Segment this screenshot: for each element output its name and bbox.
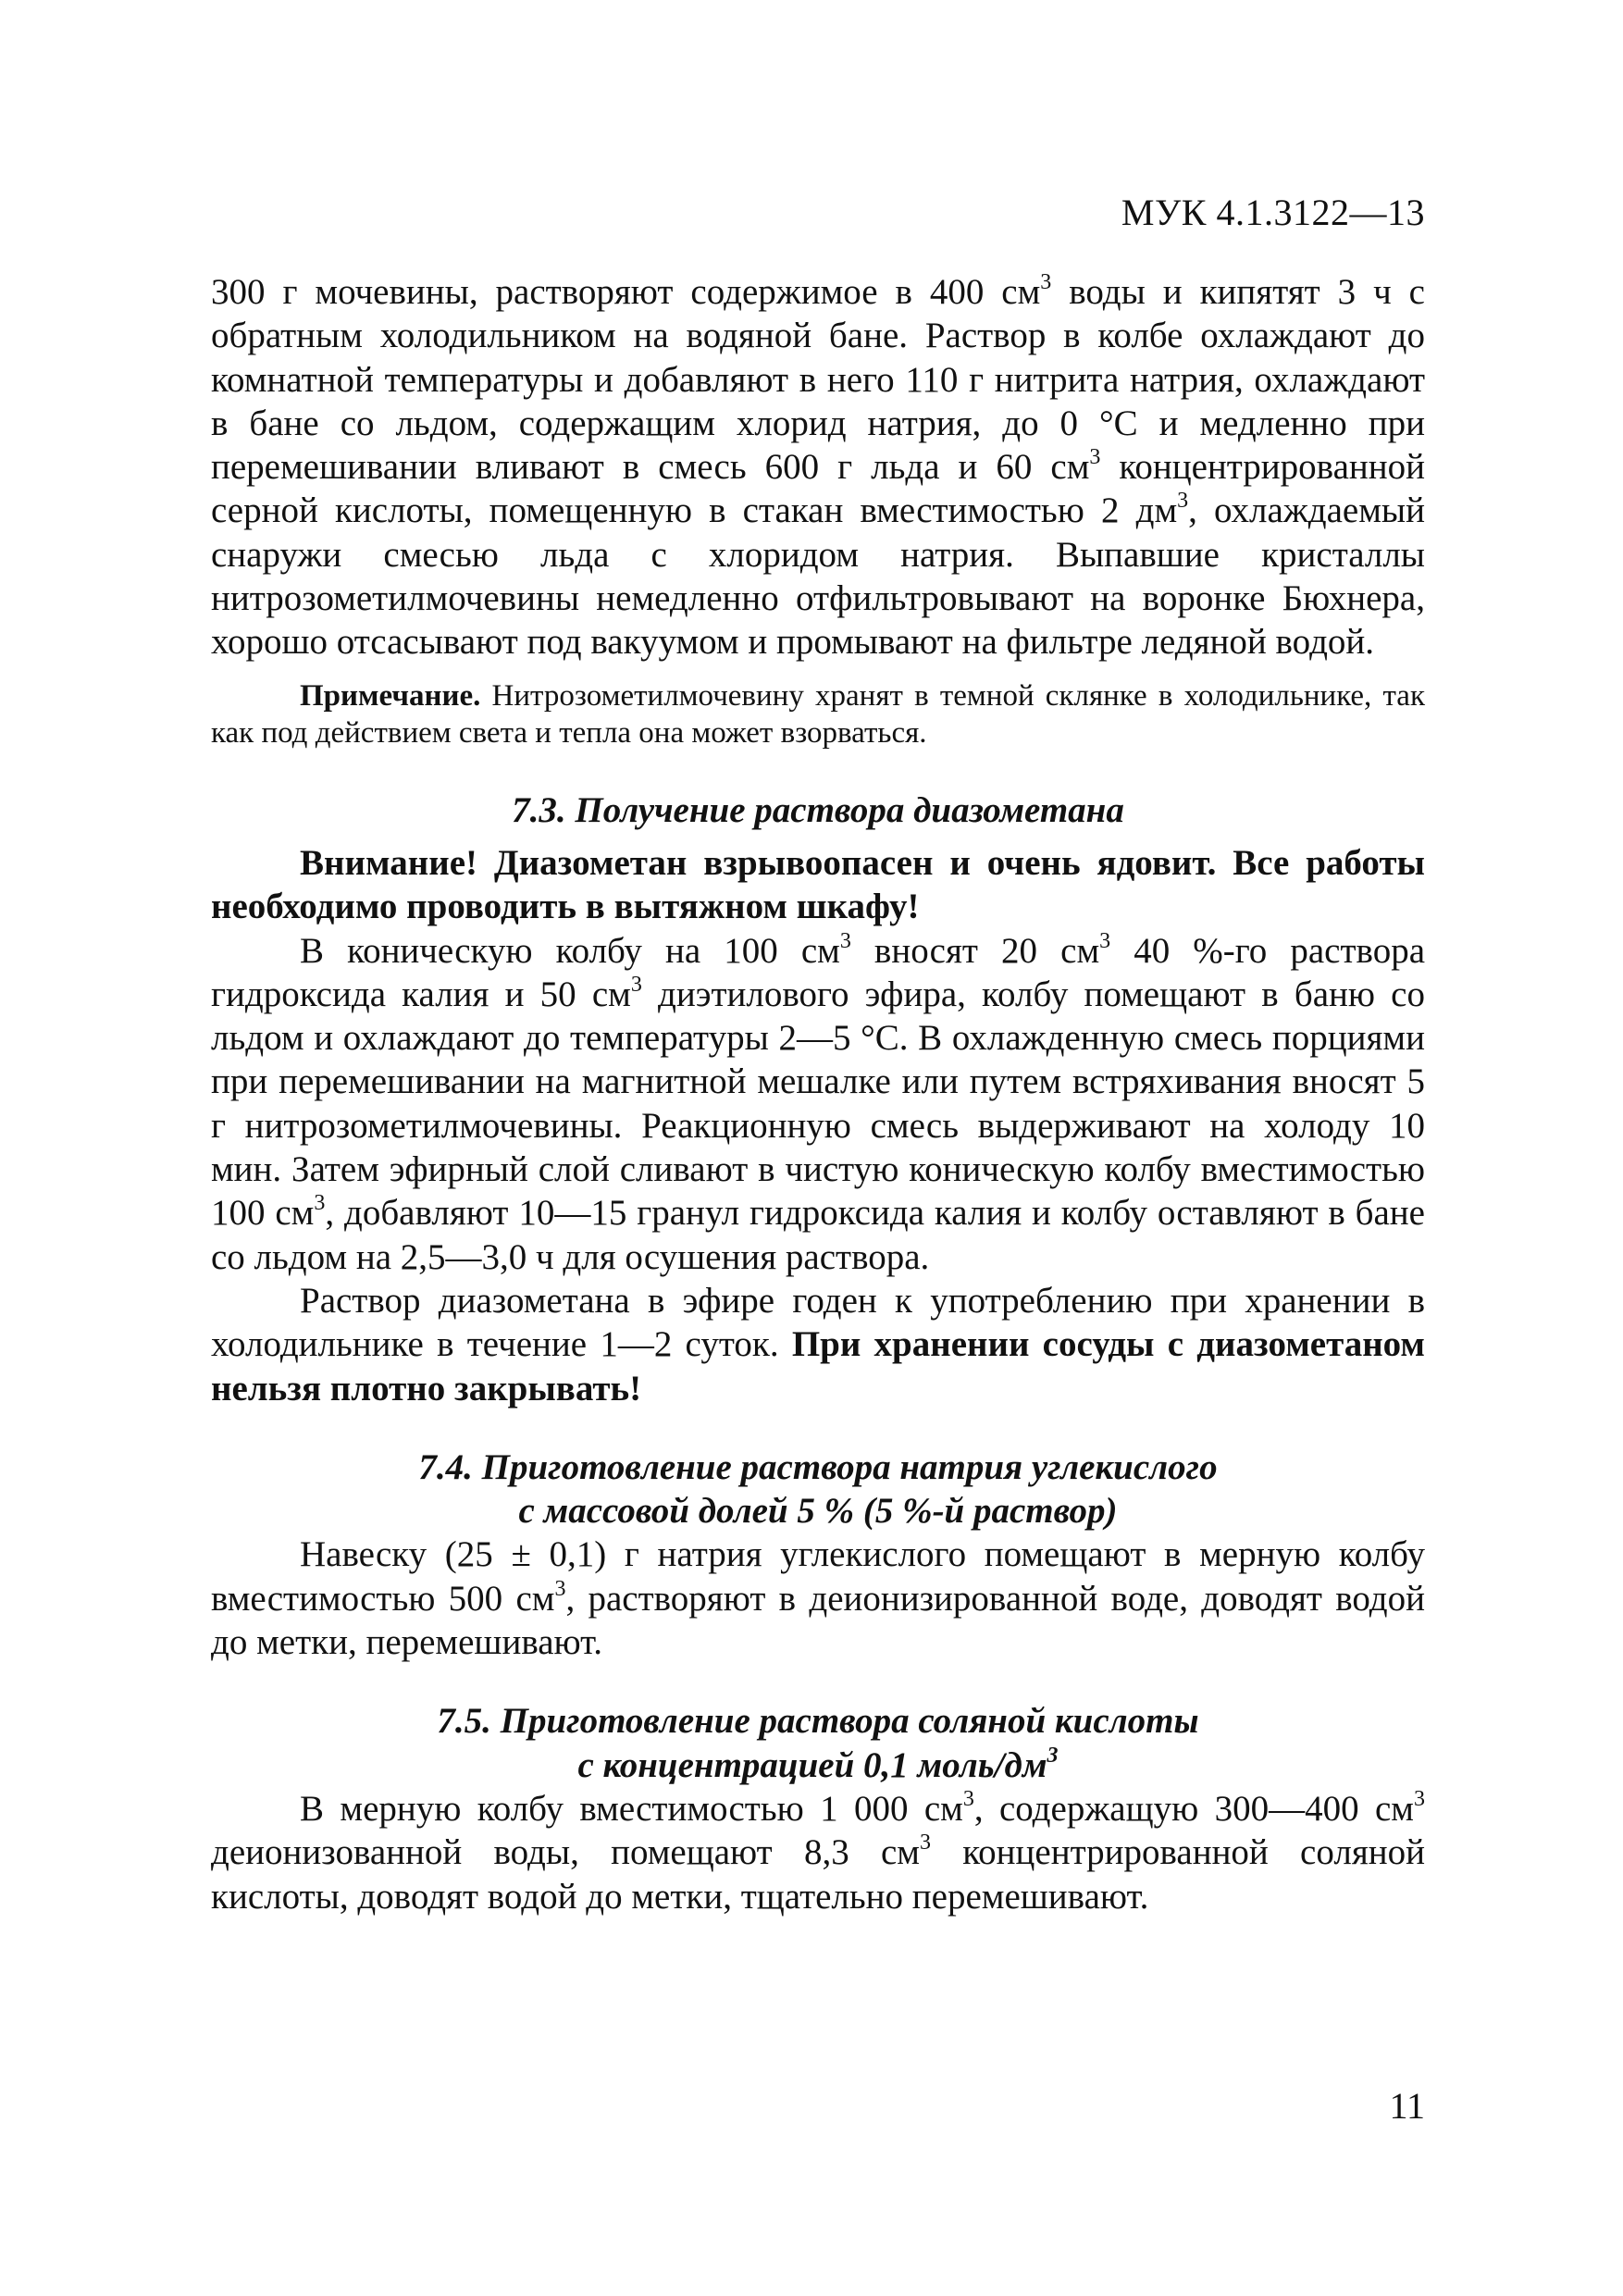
paragraph-urea-procedure: 300 г мочевины, растворяют содержимое в 400 $см^3$ воды и кипятят 3 ч с обратным холодильником на водяной бане. Раствор в колбе охлаждают до комнатной температуры и добавляют в него 110 г нитрита натрия, охлаждают в бане со льдом, содержащим хлорид натрия, до 0 °С и медленно при перемешивании вливают в смесь 600 г льда и 60 $см^3$ концентрированной серной кислоты, помещенную в стакан вместимостью 2 $дм^3$, охлаждаемый снаружи смесью льда с хлоридом натрия. Выпавшие кристаллы нитрозометилмочевины немедленно отфильтровывают на воронке Бюхнера, хорошо отсасывают под вакуумом и промывают на фильтре ледяной водой. xyxy=(211,270,1425,663)
note-label: Примечание. xyxy=(300,678,481,713)
note-storage: Примечание. Нитрозометилмочевину хранят в темной склянке в холодильнике, так как под действием света и тепла она может взорваться. xyxy=(211,678,1425,750)
section-title-7-3: 7.3. Получение раствора диазометана xyxy=(512,789,1124,830)
body-text xyxy=(211,270,1425,1918)
warning-diazomethane: Внимание! Диазометан взрывоопасен и очень ядовит. Все работы необходимо проводить в вытяжном шкафу! xyxy=(211,842,1425,927)
section-title-7-4-line2: с массовой долей 5 % (5 %-й раствор) xyxy=(518,1491,1118,1532)
page-number: 11 xyxy=(1389,2085,1425,2127)
section-title-7-4-line1: 7.4. Приготовление раствора натрия углекислого xyxy=(418,1446,1218,1487)
paragraph-sodium-carbonate: Навеску (25 ± 0,1) г натрия углекислого помещают в мерную колбу вместимостью 500 $см^3$, растворяют в деионизированной воде, доводят водой до метки, перемешивают. xyxy=(211,1534,1425,1663)
section-title-7-5-line2: с концентрацией 0,1 моль/$дм^3$ xyxy=(577,1743,1059,1785)
paragraph-hydrochloric-acid: В мерную колбу вместимостью 1 000 $см^3$, содержащую 300—400 $см^3$ деионизованной воды, помещают 8,3 $см^3$ концентрированной соляной кислоты, доводят водой до метки, тщательно перемешивают. xyxy=(211,1786,1425,1917)
paragraph-diazomethane-procedure: В коническую колбу на 100 $см^3$ вносят 20 $см^3$ 40 %-го раствора гидроксида калия и 50 $см^3$ диэтилового эфира, колбу помещают в баню со льдом и охлаждают до температуры 2—5 °С. В охлажденную смесь порциями при перемешивании на магнитной мешалке или путем встряхивания вносят 5 г нитрозометилмочевины. Реакционную смесь выдерживают на холоду 10 мин. Затем эфирный слой сливают в чистую коническую колбу вместимостью 100 $см^3$, добавляют 10—15 гранул гидроксида калия и колбу оставляют в бане со льдом на 2,5—3,0 ч для осушения раствора. xyxy=(211,928,1425,1277)
paragraph-diazomethane-storage: Раствор диазометана в эфире годен к употреблению при хранении в холодильнике в течение 1—2 суток. При хранении сосуды с диазометаном нельзя плотно закрывать! xyxy=(211,1280,1425,1409)
document-code-header: МУК 4.1.3122—13 xyxy=(1121,192,1425,233)
section-title-7-5-line1: 7.5. Приготовление раствора соляной кислоты xyxy=(437,1701,1199,1742)
